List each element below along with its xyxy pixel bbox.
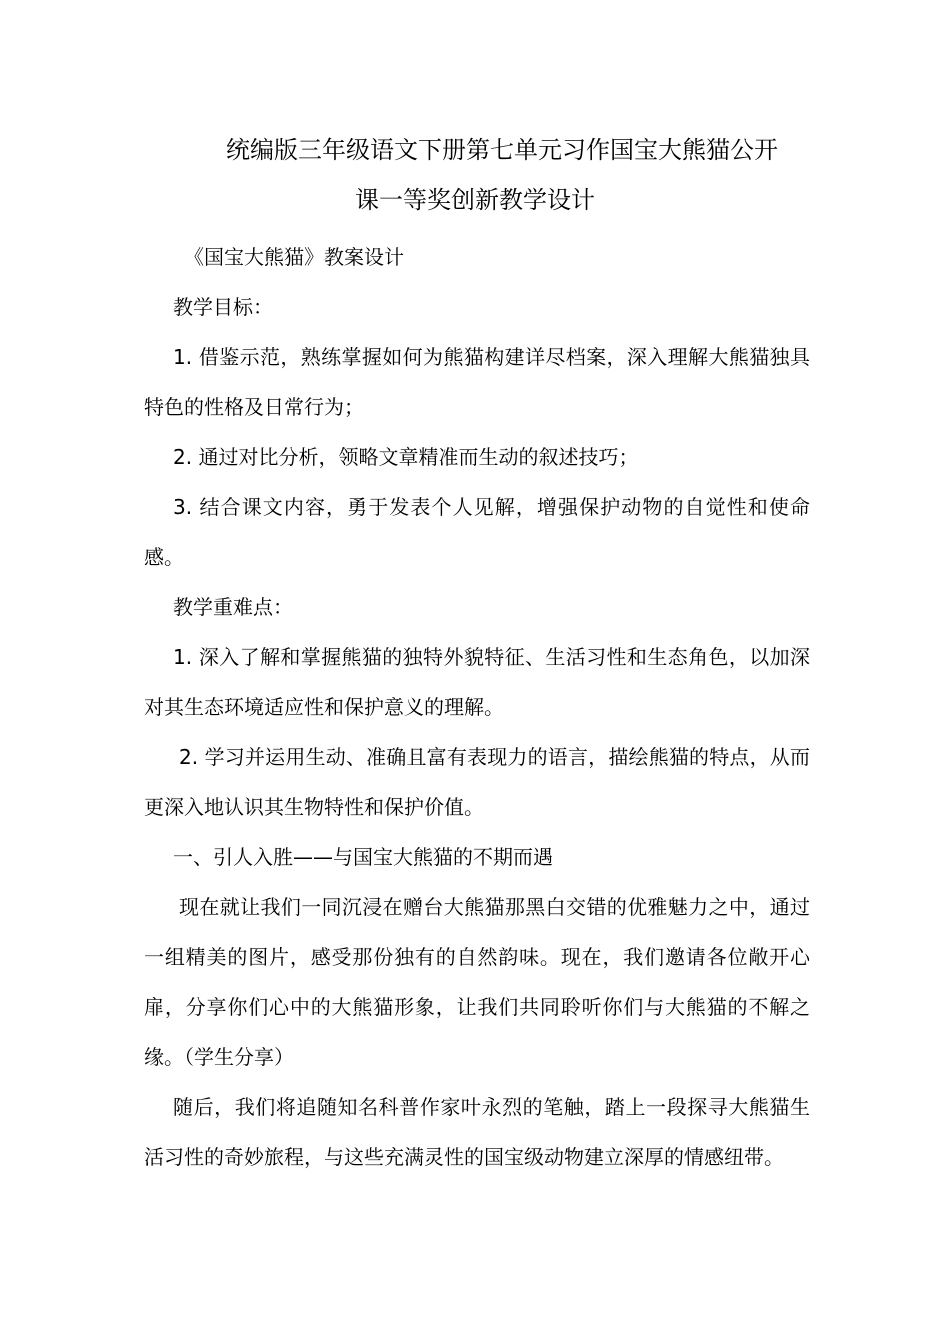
- lesson-plan-heading: 《国宝大熊猫》教案设计: [184, 245, 404, 269]
- objective-1: 1. 借鉴示范，熟练掌握如何为熊猫构建详尽档案，深入理解大熊猫独具特色的性格及日常行为；: [144, 345, 810, 419]
- document-title-line-1: 统编版三年级语文下册第七单元习作国宝大熊猫公开: [226, 136, 778, 164]
- section-1-paragraph-1: 现在就让我们一同沉浸在赠台大熊猫那黑白交错的优雅魅力之中，通过一组精美的图片，感受那份独有的自然韵味。现在，我们邀请各位敞开心扉，分享你们心中的大熊猫形象，让我们共同聆听你们与大熊猫的不解之缘。（学生分享）: [144, 895, 810, 1069]
- key-point-2: 2. 学习并运用生动、准确且富有表现力的语言，描绘熊猫的特点，从而更深入地认识其生物特性和保护价值。: [144, 745, 810, 819]
- objectives-heading: 教学目标：: [173, 295, 273, 319]
- section-1-paragraph-2: 随后，我们将追随知名科普作家叶永烈的笔触，踏上一段探寻大熊猫生活习性的奇妙旅程，与这些充满灵性的国宝级动物建立深厚的情感纽带。: [144, 1095, 810, 1169]
- objective-3: 3. 结合课文内容，勇于发表个人见解，增强保护动物的自觉性和使命感。: [144, 495, 810, 569]
- section-1-heading: 一、引人入胜——与国宝大熊猫的不期而遇: [173, 845, 553, 869]
- key-points-heading: 教学重难点：: [173, 595, 293, 619]
- key-point-1: 1. 深入了解和掌握熊猫的独特外貌特征、生活习性和生态角色，以加深对其生态环境适应性和保护意义的理解。: [144, 645, 810, 719]
- objective-2: 2. 通过对比分析，领略文章精准而生动的叙述技巧；: [173, 445, 639, 469]
- document-title-line-2: 课一等奖创新教学设计: [355, 186, 595, 214]
- document-body: [144, 232, 810, 1182]
